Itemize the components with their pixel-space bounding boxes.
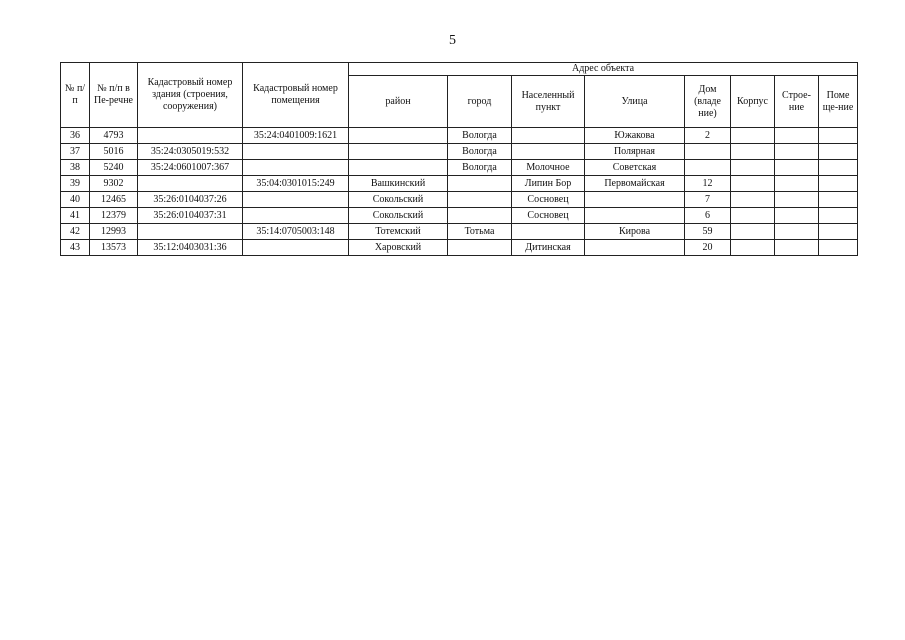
cell-district: Вашкинский [349, 176, 448, 192]
cell-stroenie [775, 208, 819, 224]
cell-pomeshchenie [819, 224, 858, 240]
cell-room [243, 240, 349, 256]
cell-room [243, 208, 349, 224]
table-row [61, 192, 858, 208]
cell-street: Советская [585, 160, 685, 176]
cell-pomeshchenie [819, 176, 858, 192]
cell-building [138, 224, 243, 240]
cell-list-num: 5240 [90, 160, 138, 176]
cell-stroenie [775, 240, 819, 256]
cell-list-num: 9302 [90, 176, 138, 192]
cell-pomeshchenie [819, 192, 858, 208]
cell-building [138, 176, 243, 192]
cell-num: 37 [61, 144, 90, 160]
table-row [61, 176, 858, 192]
cell-building: 35:24:0305019:532 [138, 144, 243, 160]
cell-building: 35:26:0104037:31 [138, 208, 243, 224]
cell-stroenie [775, 192, 819, 208]
header-settlement: Населенный пункт [512, 76, 585, 128]
cell-stroenie [775, 144, 819, 160]
header-pomeshchenie: Поме ще-ние [819, 76, 858, 128]
cell-house [685, 160, 731, 176]
cell-pomeshchenie [819, 144, 858, 160]
cell-building [138, 128, 243, 144]
table-row [61, 128, 858, 144]
cell-building: 35:26:0104037:26 [138, 192, 243, 208]
cell-city [448, 176, 512, 192]
header-house: Дом (владе ние) [685, 76, 731, 128]
cell-city [448, 192, 512, 208]
cell-room: 35:24:0401009:1621 [243, 128, 349, 144]
cell-num: 40 [61, 192, 90, 208]
cell-list-num: 13573 [90, 240, 138, 256]
header-korpus: Корпус [731, 76, 775, 128]
cell-korpus [731, 144, 775, 160]
cell-num: 38 [61, 160, 90, 176]
cell-street: Южакова [585, 128, 685, 144]
cell-street: Полярная [585, 144, 685, 160]
cell-num: 42 [61, 224, 90, 240]
cell-korpus [731, 208, 775, 224]
cell-street: Кирова [585, 224, 685, 240]
cell-pomeshchenie [819, 160, 858, 176]
cell-district [349, 160, 448, 176]
cell-pomeshchenie [819, 208, 858, 224]
cell-district: Харовский [349, 240, 448, 256]
cell-district: Сокольский [349, 208, 448, 224]
cell-city [448, 208, 512, 224]
cell-korpus [731, 224, 775, 240]
cell-street [585, 208, 685, 224]
cell-street [585, 192, 685, 208]
cell-house: 2 [685, 128, 731, 144]
cell-pomeshchenie [819, 128, 858, 144]
cell-house: 6 [685, 208, 731, 224]
cell-list-num: 5016 [90, 144, 138, 160]
cell-korpus [731, 176, 775, 192]
cell-settlement: Молочное [512, 160, 585, 176]
cell-settlement: Дитинская [512, 240, 585, 256]
cell-street: Первомайская [585, 176, 685, 192]
cell-settlement: Сосновец [512, 208, 585, 224]
cell-house: 12 [685, 176, 731, 192]
cell-house: 20 [685, 240, 731, 256]
cell-city: Вологда [448, 128, 512, 144]
cell-city: Вологда [448, 160, 512, 176]
cell-city: Тотьма [448, 224, 512, 240]
cell-pomeshchenie [819, 240, 858, 256]
cell-num: 43 [61, 240, 90, 256]
cell-settlement: Сосновец [512, 192, 585, 208]
property-registry-table [60, 62, 858, 256]
cell-num: 41 [61, 208, 90, 224]
table-row [61, 160, 858, 176]
cell-list-num: 12379 [90, 208, 138, 224]
cell-street [585, 240, 685, 256]
cell-district: Сокольский [349, 192, 448, 208]
header-stroenie: Строе-ние [775, 76, 819, 128]
cell-settlement [512, 144, 585, 160]
cell-district [349, 128, 448, 144]
cell-korpus [731, 240, 775, 256]
cell-settlement [512, 224, 585, 240]
table-body [61, 128, 858, 256]
header-street: Улица [585, 76, 685, 128]
table-header [61, 63, 858, 128]
cell-district: Тотемский [349, 224, 448, 240]
header-room-cadastral: Кадастровый номер помещения [243, 63, 349, 128]
cell-korpus [731, 128, 775, 144]
cell-city [448, 240, 512, 256]
cell-building: 35:24:0601007:367 [138, 160, 243, 176]
cell-building: 35:12:0403031:36 [138, 240, 243, 256]
table-row [61, 224, 858, 240]
cell-district [349, 144, 448, 160]
cell-house: 7 [685, 192, 731, 208]
header-city: город [448, 76, 512, 128]
cell-list-num: 12465 [90, 192, 138, 208]
cell-stroenie [775, 128, 819, 144]
cell-list-num: 12993 [90, 224, 138, 240]
cell-house: 59 [685, 224, 731, 240]
header-district: район [349, 76, 448, 128]
cell-city: Вологда [448, 144, 512, 160]
cell-num: 36 [61, 128, 90, 144]
cell-settlement: Липин Бор [512, 176, 585, 192]
cell-num: 39 [61, 176, 90, 192]
cell-settlement [512, 128, 585, 144]
cell-korpus [731, 192, 775, 208]
cell-korpus [731, 160, 775, 176]
header-address-group: Адрес объекта [349, 63, 858, 76]
cell-house [685, 144, 731, 160]
cell-room [243, 144, 349, 160]
cell-list-num: 4793 [90, 128, 138, 144]
header-list-num: № п/п в Пе-речне [90, 63, 138, 128]
cell-stroenie [775, 176, 819, 192]
table-row [61, 240, 858, 256]
page-number: 5 [449, 33, 456, 48]
header-building-cadastral: Кадастровый номер здания (строения, сооружения) [138, 63, 243, 128]
header-num: № п/п [61, 63, 90, 128]
cell-stroenie [775, 160, 819, 176]
cell-room: 35:14:0705003:148 [243, 224, 349, 240]
cell-room [243, 192, 349, 208]
cell-room [243, 160, 349, 176]
table-row [61, 208, 858, 224]
cell-room: 35:04:0301015:249 [243, 176, 349, 192]
table-row [61, 144, 858, 160]
cell-stroenie [775, 224, 819, 240]
